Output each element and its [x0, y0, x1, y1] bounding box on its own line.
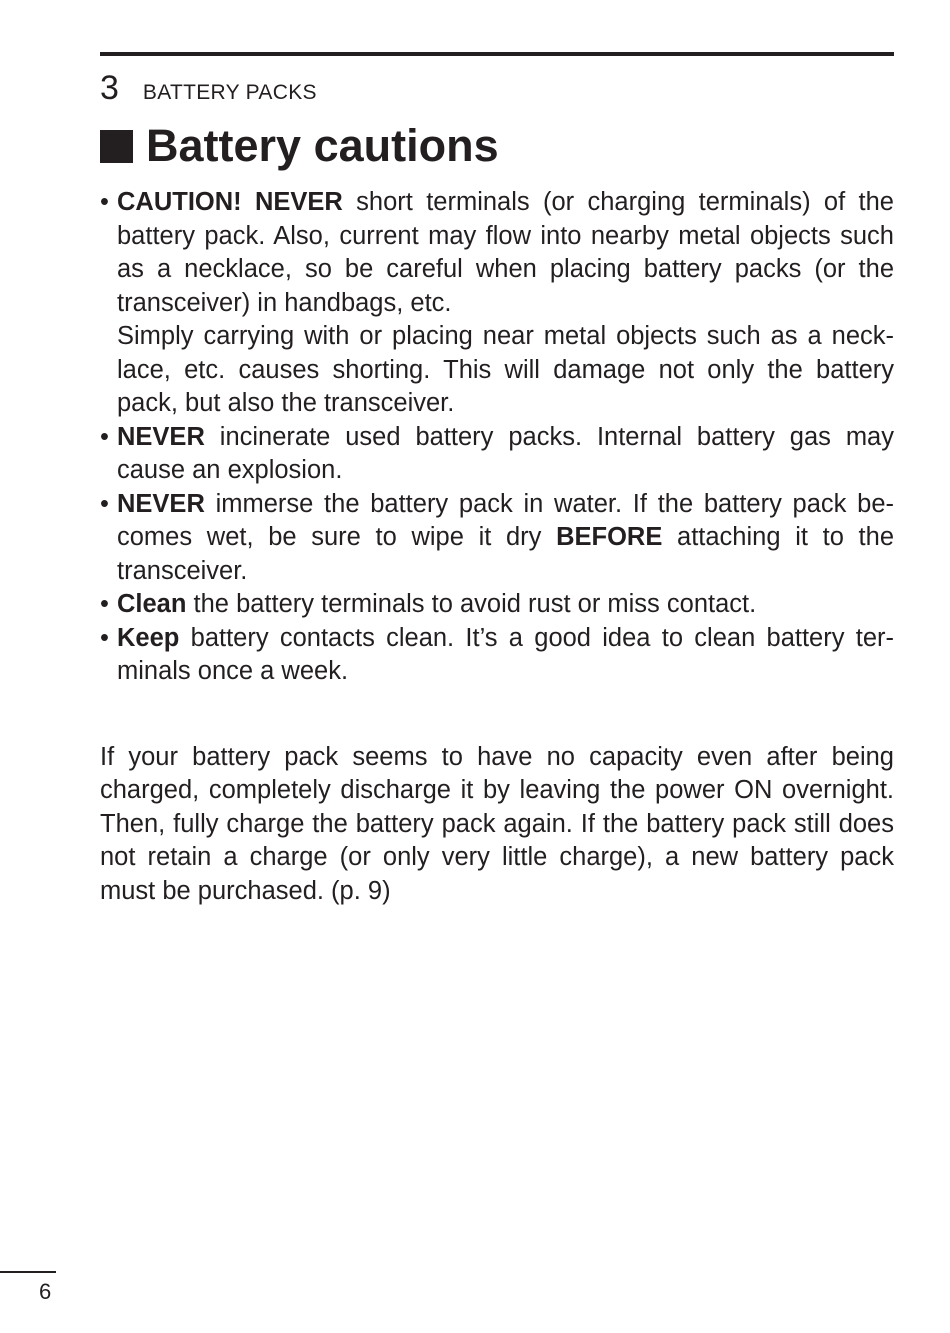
bullet-lead: Clean: [117, 590, 187, 618]
bullet-emphasis: BEFORE: [556, 523, 663, 551]
chapter-title: BATTERY PACKS: [142, 81, 317, 104]
list-item: [100, 588, 894, 622]
bullet-text: short terminals (or charging terminals) of the battery pack. Also, current may flow into nearby metal objects such as a necklace, so be careful when placing battery packs (or the transceiver) in handbags, etc.: [117, 188, 894, 317]
bullet-text: immerse the battery pack in water. If the battery pack be-comes wet, be sure to wipe it dry: [117, 489, 894, 551]
bullet-lead: Keep: [117, 623, 180, 652]
list-item: [100, 421, 894, 488]
bullet-text: the battery terminals to avoid rust or miss contact.: [186, 590, 757, 618]
bullet-text-after: attaching it to the transceiver.: [117, 523, 894, 585]
chapter-number: 3: [100, 69, 119, 107]
bullet-lead: CAUTION! NEVER: [117, 188, 343, 216]
caution-list: [100, 186, 894, 689]
section-heading: [100, 118, 499, 174]
bullet-continuation: Simply carrying with or placing near metal objects such as a neck-lace, etc. causes shorting. This will damage not only the battery pack, but also the transceiver.: [117, 322, 894, 417]
section-title: Battery cautions: [146, 120, 499, 171]
bullet-text: incinerate used battery packs. Internal battery gas may cause an explosion.: [117, 422, 894, 484]
page-number: 6: [39, 1279, 52, 1304]
bullet-lead: NEVER: [117, 489, 205, 518]
footer-rule: [0, 1271, 56, 1273]
list-item: [100, 186, 894, 421]
body-paragraph: If your battery pack seems to have no capacity even after being charged, completely discharge it by leaving the power ON overnight. Then, fully charge the battery pack again. If the battery pack still does not retain a charge (or only very little charge), a new battery pack must be purchased. (p. 9): [100, 742, 894, 905]
list-item: [100, 622, 894, 689]
black-square-icon: [100, 130, 133, 163]
bullet-text: battery contacts clean. It’s a good idea to clean battery ter-minals once a week.: [117, 623, 894, 685]
list-item: [100, 488, 894, 589]
bullet-lead: NEVER: [117, 422, 205, 451]
chapter-header: [100, 68, 317, 108]
header-rule: [100, 52, 894, 56]
